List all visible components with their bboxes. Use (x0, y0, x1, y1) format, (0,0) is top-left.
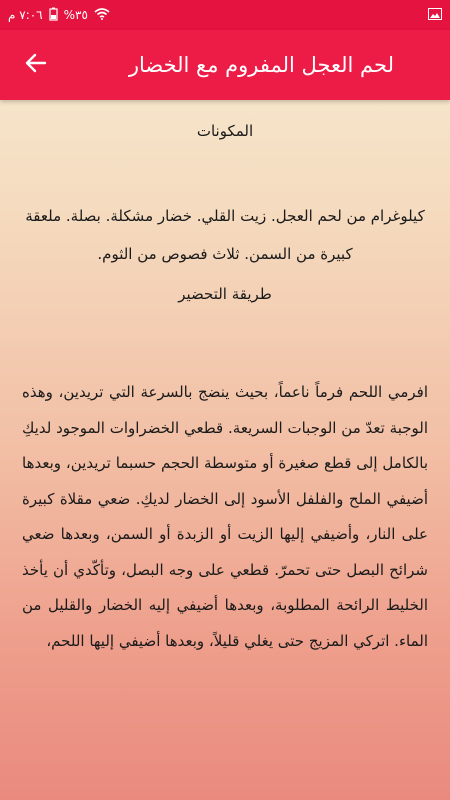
back-button[interactable] (18, 47, 54, 83)
page-title: لحم العجل المفروم مع الخضار (128, 53, 394, 77)
status-left-group (8, 7, 110, 24)
ingredients-text: كيلوغرام من لحم العجل. زيت القلي. خضار مشكلة. بصلة. ملعقة كبيرة من السمن. ثلاث فصوص من الثوم. (25, 207, 425, 263)
clock: ٧:٠٦ م (8, 8, 43, 22)
ingredients-heading: المكونات (196, 122, 254, 140)
wifi-icon (94, 8, 110, 23)
battery-percent: %٣٥ (63, 8, 88, 22)
app-bar (0, 30, 450, 100)
method-heading: طريقة التحضير (178, 285, 272, 303)
method-text: افرمي اللحم فرماً ناعماً، بحيث ينضج بالسرعة التي تريدين، وهذه الوجبة تعدّ من الوجبات السريعة. قطعي الخضراوات الموجود لديكِ بالكامل إلى قطع صغيرة أو متوسطة الحجم حسبما تريدين، وبعدها أضيفي الملح والفلفل الأسود إلى الخضار لديكِ. ضعي مقلاة كبيرة على النار، وأضيفي إليها الزيت أو الزبدة أو السمن، وبعدها ضعي شرائح البصل حتى تحمرّ. قطعي على وجه البصل، وتأكّدي أن يأخذ الخليط الرائحة المطلوبة، وبعدها أضيفي إليه الخضار والقليل من الماء. اتركي المزيج حتى يغلي قليلاً، وبعدها أضيفي إليها اللحم، (22, 383, 428, 650)
battery-icon (49, 7, 58, 24)
recipe-content[interactable] (0, 100, 450, 800)
image-notification-icon (428, 8, 442, 23)
status-bar (0, 0, 450, 30)
status-right-group (428, 8, 442, 23)
arrow-left-icon (25, 53, 47, 77)
